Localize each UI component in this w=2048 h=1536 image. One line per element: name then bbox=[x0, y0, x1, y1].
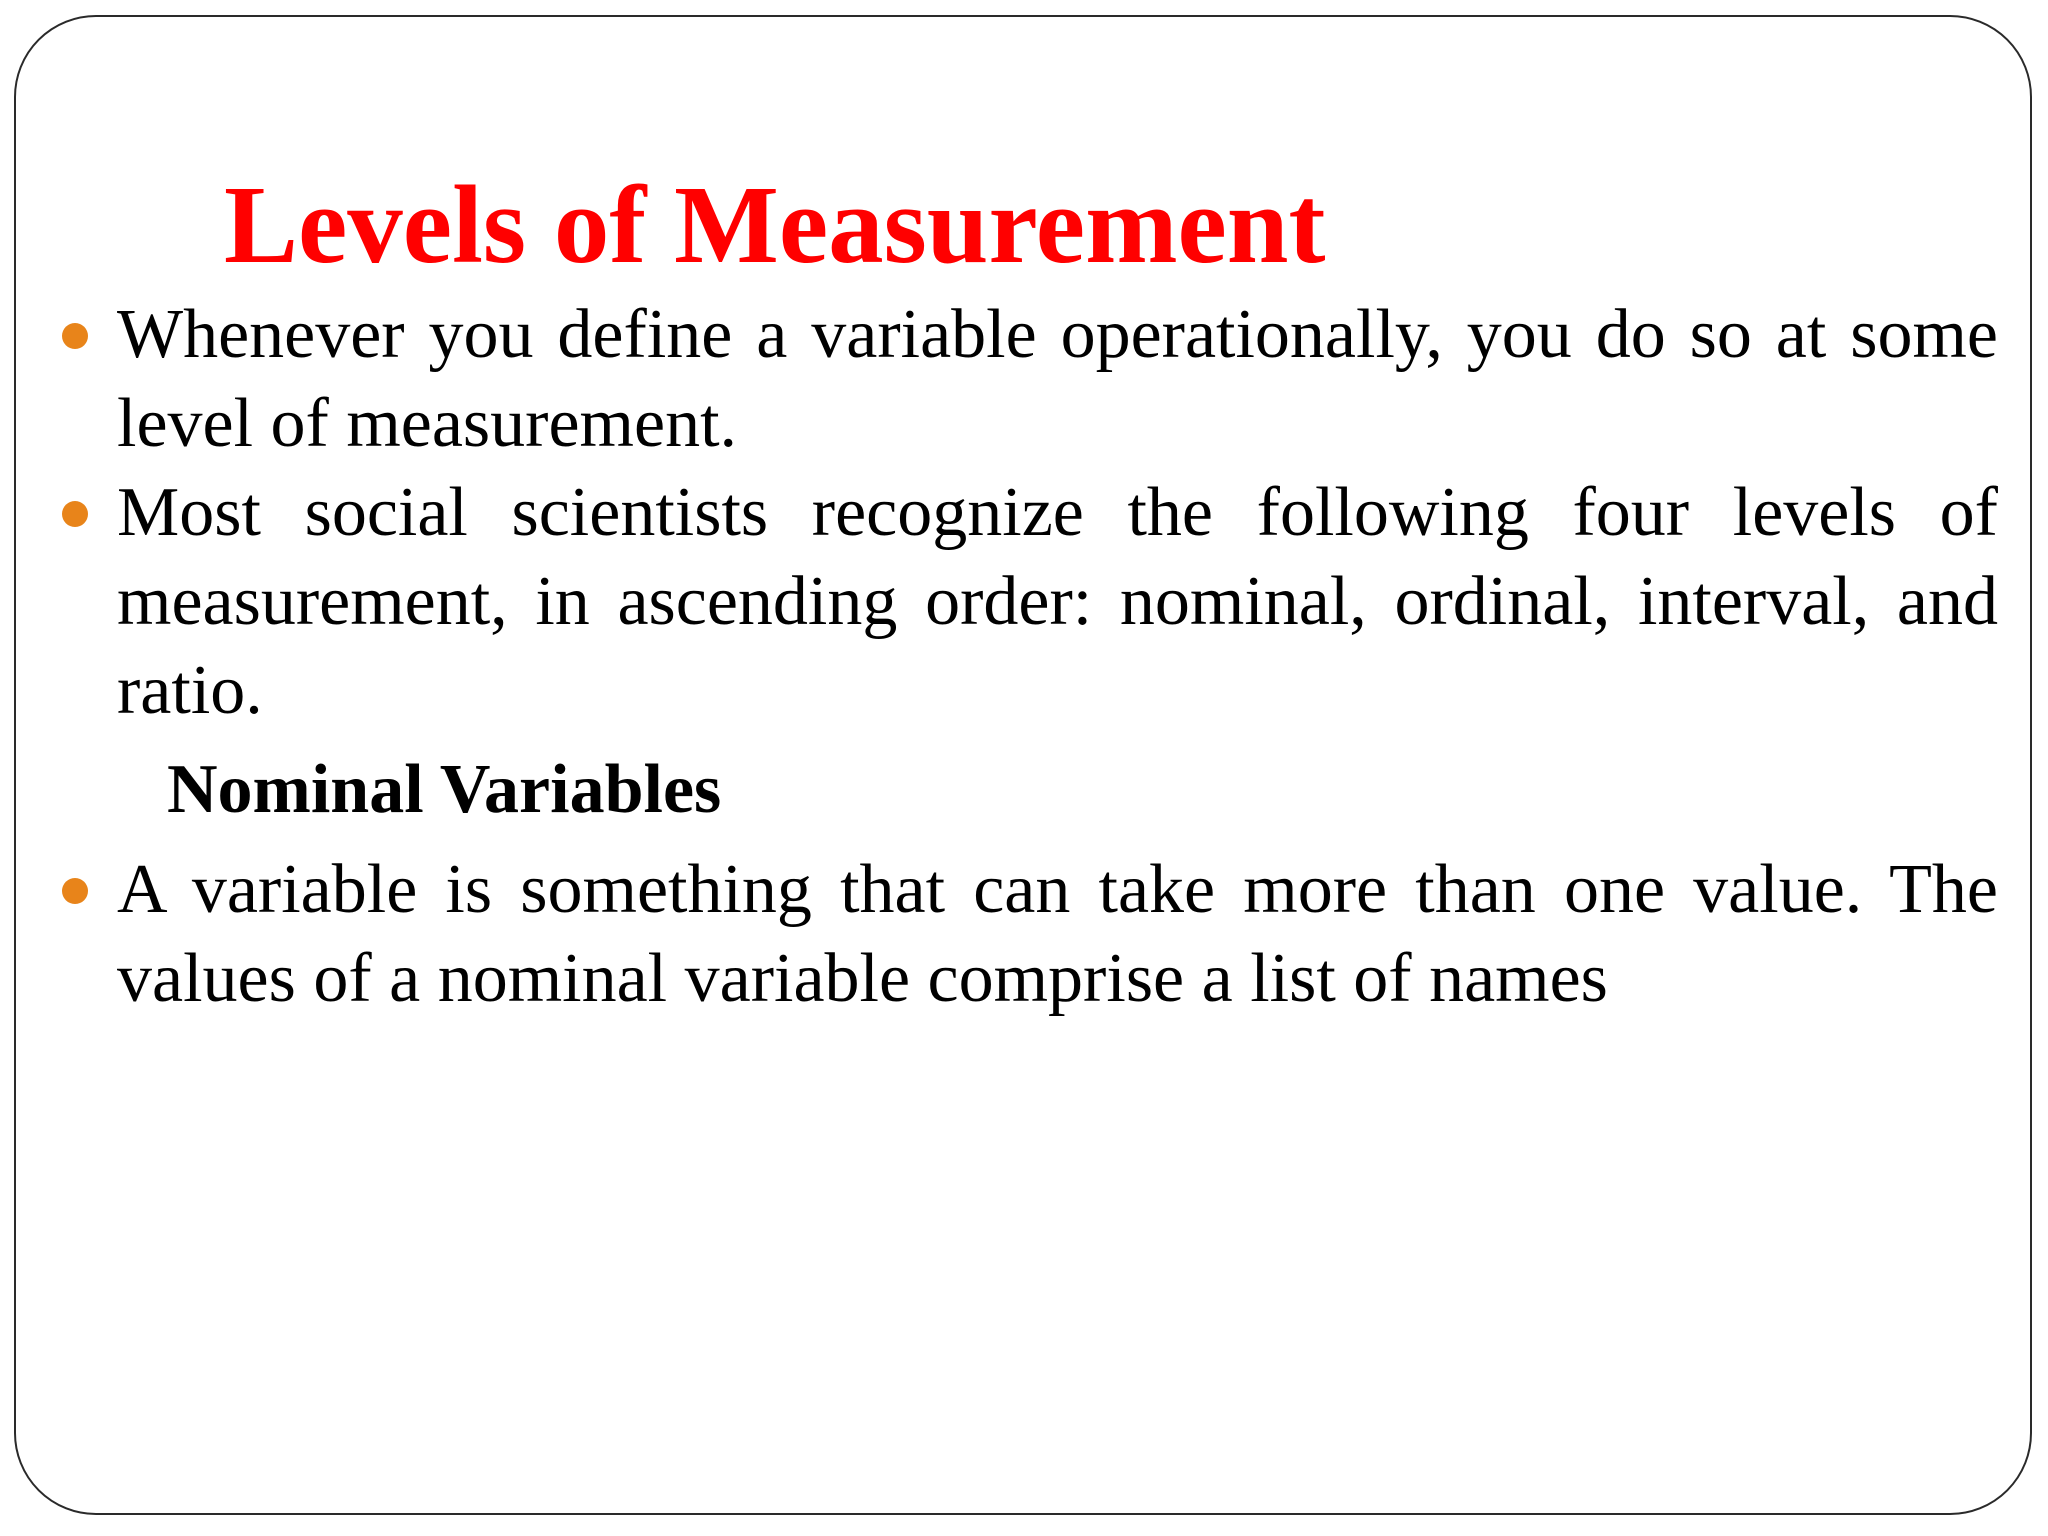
bullet-dot-icon bbox=[62, 323, 88, 349]
bullet-dot-icon bbox=[62, 501, 88, 527]
slide-body bbox=[62, 290, 1998, 1023]
bullet-text: Whenever you define a variable operationally, you do so at some level of measurement. bbox=[117, 296, 1998, 462]
bullet-item bbox=[62, 845, 1998, 1023]
bullet-text: A variable is something that can take more than one value. The values of a nominal variable comprise a list of names bbox=[117, 851, 1998, 1017]
bullet-item bbox=[62, 290, 1998, 468]
bullet-dot-icon bbox=[62, 878, 88, 904]
bullet-text: Most social scientists recognize the following four levels of measurement, in ascending order: nominal, ordinal, interval, and ratio. bbox=[117, 474, 1998, 729]
bullet-item bbox=[62, 468, 1998, 735]
section-subheading: Nominal Variables bbox=[167, 751, 722, 828]
slide-title: Levels of Measurement bbox=[224, 164, 1326, 287]
